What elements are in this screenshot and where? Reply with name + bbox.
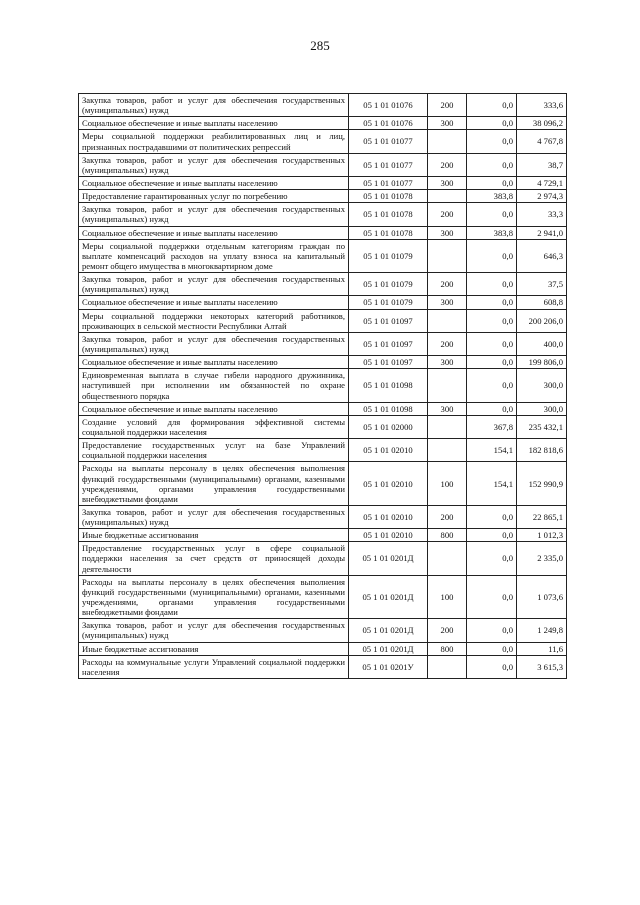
table-row [79, 94, 567, 117]
row-name-cell: Закупка товаров, работ и услуг для обеспечения государственных (муниципальных) нужд [79, 94, 349, 117]
row-vr-cell [428, 655, 467, 678]
row-vr-cell: 200 [428, 153, 467, 176]
row-amount-a-cell: 0,0 [467, 505, 517, 528]
row-amount-b-cell: 38,7 [517, 153, 567, 176]
row-code-cell: 05 1 01 02000 [349, 415, 428, 438]
row-vr-cell: 800 [428, 642, 467, 655]
row-amount-a-cell: 154,1 [467, 439, 517, 462]
row-name-cell: Расходы на коммунальные услуги Управлений социальной поддержки населения [79, 655, 349, 678]
row-amount-b-cell: 37,5 [517, 273, 567, 296]
row-name-cell: Закупка товаров, работ и услуг для обеспечения государственных (муниципальных) нужд [79, 332, 349, 355]
budget-table [78, 93, 567, 679]
table-row [79, 529, 567, 542]
row-amount-a-cell: 0,0 [467, 130, 517, 153]
row-name-cell: Расходы на выплаты персоналу в целях обеспечения выполнения функций государственными (муниципальными) органами, казенными учреждениями, органами управления государственными внебюджетными фондами [79, 575, 349, 619]
row-vr-cell: 100 [428, 575, 467, 619]
table-row [79, 462, 567, 506]
row-vr-cell: 300 [428, 356, 467, 369]
row-name-cell: Закупка товаров, работ и услуг для обеспечения государственных (муниципальных) нужд [79, 153, 349, 176]
row-amount-a-cell: 0,0 [467, 356, 517, 369]
row-code-cell: 05 1 01 01076 [349, 94, 428, 117]
row-vr-cell [428, 130, 467, 153]
row-code-cell: 05 1 01 01078 [349, 190, 428, 203]
table-row [79, 332, 567, 355]
page-number: 285 [310, 38, 330, 53]
row-code-cell: 05 1 01 01077 [349, 176, 428, 189]
row-name-cell: Социальное обеспечение и иные выплаты населению [79, 117, 349, 130]
row-amount-b-cell: 2 974,3 [517, 190, 567, 203]
row-code-cell: 05 1 01 01097 [349, 332, 428, 355]
row-name-cell: Предоставление государственных услуг в сфере социальной поддержки населения за счет средств от приносящей доходы деятельности [79, 542, 349, 575]
row-vr-cell: 200 [428, 273, 467, 296]
row-amount-a-cell: 0,0 [467, 575, 517, 619]
row-vr-cell: 800 [428, 529, 467, 542]
table-row [79, 439, 567, 462]
row-amount-a-cell: 367,8 [467, 415, 517, 438]
row-amount-a-cell: 0,0 [467, 529, 517, 542]
row-name-cell: Социальное обеспечение и иные выплаты населению [79, 296, 349, 309]
row-code-cell: 05 1 01 01079 [349, 239, 428, 272]
row-amount-b-cell: 2 941,0 [517, 226, 567, 239]
table-row [79, 130, 567, 153]
row-code-cell: 05 1 01 01078 [349, 226, 428, 239]
row-vr-cell: 300 [428, 226, 467, 239]
row-amount-b-cell: 1 073,6 [517, 575, 567, 619]
row-name-cell: Иные бюджетные ассигнования [79, 529, 349, 542]
row-vr-cell: 200 [428, 505, 467, 528]
row-name-cell: Меры социальной поддержки реабилитированных лиц и лиц, признанных пострадавшими от политических репрессий [79, 130, 349, 153]
row-amount-a-cell: 0,0 [467, 369, 517, 402]
row-amount-b-cell: 333,6 [517, 94, 567, 117]
row-vr-cell: 200 [428, 203, 467, 226]
row-name-cell: Закупка товаров, работ и услуг для обеспечения государственных (муниципальных) нужд [79, 273, 349, 296]
row-amount-a-cell: 0,0 [467, 203, 517, 226]
row-amount-a-cell: 0,0 [467, 153, 517, 176]
row-amount-a-cell: 154,1 [467, 462, 517, 506]
row-amount-b-cell: 646,3 [517, 239, 567, 272]
row-amount-b-cell: 1 249,8 [517, 619, 567, 642]
table-row [79, 176, 567, 189]
row-code-cell: 05 1 01 01077 [349, 153, 428, 176]
table-row [79, 239, 567, 272]
row-amount-a-cell: 0,0 [467, 273, 517, 296]
row-vr-cell: 300 [428, 176, 467, 189]
table-row [79, 369, 567, 402]
row-name-cell: Предоставление гарантированных услуг по погребению [79, 190, 349, 203]
row-code-cell: 05 1 01 0201Д [349, 575, 428, 619]
row-amount-b-cell: 200 206,0 [517, 309, 567, 332]
row-code-cell: 05 1 01 01079 [349, 273, 428, 296]
row-name-cell: Социальное обеспечение и иные выплаты населению [79, 356, 349, 369]
row-code-cell: 05 1 01 0201Д [349, 542, 428, 575]
row-code-cell: 05 1 01 01078 [349, 203, 428, 226]
row-amount-b-cell: 3 615,3 [517, 655, 567, 678]
row-amount-b-cell: 235 432,1 [517, 415, 567, 438]
row-name-cell: Закупка товаров, работ и услуг для обеспечения государственных (муниципальных) нужд [79, 203, 349, 226]
row-amount-b-cell: 199 806,0 [517, 356, 567, 369]
row-amount-a-cell: 0,0 [467, 94, 517, 117]
row-code-cell: 05 1 01 02010 [349, 529, 428, 542]
table-row [79, 619, 567, 642]
budget-table-body [79, 94, 567, 679]
row-code-cell: 05 1 01 01076 [349, 117, 428, 130]
row-amount-b-cell: 11,6 [517, 642, 567, 655]
table-row [79, 203, 567, 226]
row-amount-b-cell: 300,0 [517, 369, 567, 402]
table-row [79, 542, 567, 575]
table-row [79, 190, 567, 203]
row-amount-b-cell: 4 729,1 [517, 176, 567, 189]
row-amount-b-cell: 182 818,6 [517, 439, 567, 462]
row-amount-a-cell: 0,0 [467, 296, 517, 309]
row-vr-cell [428, 542, 467, 575]
row-code-cell: 05 1 01 01098 [349, 369, 428, 402]
table-row [79, 402, 567, 415]
row-code-cell: 05 1 01 01077 [349, 130, 428, 153]
table-row [79, 415, 567, 438]
table-row [79, 296, 567, 309]
row-name-cell: Единовременная выплата в случае гибели народного дружинника, наступившей при исполнении им обязанностей по охране общественного порядка [79, 369, 349, 402]
row-vr-cell: 100 [428, 462, 467, 506]
row-name-cell: Социальное обеспечение и иные выплаты населению [79, 226, 349, 239]
row-amount-a-cell: 0,0 [467, 619, 517, 642]
row-amount-a-cell: 0,0 [467, 117, 517, 130]
row-code-cell: 05 1 01 02010 [349, 439, 428, 462]
row-vr-cell: 300 [428, 117, 467, 130]
row-vr-cell [428, 190, 467, 203]
row-amount-b-cell: 38 096,2 [517, 117, 567, 130]
row-amount-b-cell: 400,0 [517, 332, 567, 355]
row-amount-a-cell: 383,8 [467, 226, 517, 239]
row-amount-b-cell: 608,8 [517, 296, 567, 309]
row-vr-cell: 300 [428, 402, 467, 415]
row-vr-cell [428, 415, 467, 438]
row-amount-b-cell: 1 012,3 [517, 529, 567, 542]
row-amount-b-cell: 33,3 [517, 203, 567, 226]
row-name-cell: Иные бюджетные ассигнования [79, 642, 349, 655]
row-name-cell: Социальное обеспечение и иные выплаты населению [79, 176, 349, 189]
row-amount-a-cell: 0,0 [467, 176, 517, 189]
row-name-cell: Предоставление государственных услуг на базе Управлений социальной поддержки населения [79, 439, 349, 462]
table-row [79, 117, 567, 130]
row-code-cell: 05 1 01 0201Д [349, 619, 428, 642]
row-name-cell: Меры социальной поддержки отдельным категориям граждан по выплате компенсаций расходов на уплату взноса на капитальный ремонт общего имущества в многоквартирном доме [79, 239, 349, 272]
row-amount-a-cell: 0,0 [467, 542, 517, 575]
row-amount-b-cell: 152 990,9 [517, 462, 567, 506]
row-amount-a-cell: 0,0 [467, 332, 517, 355]
row-name-cell: Закупка товаров, работ и услуг для обеспечения государственных (муниципальных) нужд [79, 505, 349, 528]
row-amount-a-cell: 0,0 [467, 642, 517, 655]
row-amount-b-cell: 300,0 [517, 402, 567, 415]
row-name-cell: Закупка товаров, работ и услуг для обеспечения государственных (муниципальных) нужд [79, 619, 349, 642]
row-vr-cell [428, 309, 467, 332]
row-code-cell: 05 1 01 01098 [349, 402, 428, 415]
row-vr-cell [428, 239, 467, 272]
table-row [79, 642, 567, 655]
row-vr-cell [428, 439, 467, 462]
row-code-cell: 05 1 01 01079 [349, 296, 428, 309]
table-row [79, 356, 567, 369]
row-name-cell: Меры социальной поддержки некоторых категорий работников, проживающих в сельской местности Республики Алтай [79, 309, 349, 332]
row-amount-b-cell: 22 865,1 [517, 505, 567, 528]
row-amount-a-cell: 383,8 [467, 190, 517, 203]
table-row [79, 226, 567, 239]
row-code-cell: 05 1 01 02010 [349, 505, 428, 528]
row-code-cell: 05 1 01 01097 [349, 309, 428, 332]
row-code-cell: 05 1 01 0201Д [349, 642, 428, 655]
table-row [79, 505, 567, 528]
row-amount-a-cell: 0,0 [467, 402, 517, 415]
row-amount-b-cell: 4 767,8 [517, 130, 567, 153]
row-amount-a-cell: 0,0 [467, 309, 517, 332]
table-row [79, 273, 567, 296]
row-name-cell: Социальное обеспечение и иные выплаты населению [79, 402, 349, 415]
row-code-cell: 05 1 01 02010 [349, 462, 428, 506]
row-vr-cell: 200 [428, 332, 467, 355]
row-amount-a-cell: 0,0 [467, 655, 517, 678]
row-name-cell: Расходы на выплаты персоналу в целях обеспечения выполнения функций государственными (муниципальными) органами, казенными учреждениями, органами управления государственными внебюджетными фондами [79, 462, 349, 506]
row-vr-cell [428, 369, 467, 402]
row-code-cell: 05 1 01 01097 [349, 356, 428, 369]
table-row [79, 309, 567, 332]
row-amount-a-cell: 0,0 [467, 239, 517, 272]
row-vr-cell: 200 [428, 94, 467, 117]
table-row [79, 575, 567, 619]
row-code-cell: 05 1 01 0201У [349, 655, 428, 678]
row-name-cell: Создание условий для формирования эффективной системы социальной поддержки населения [79, 415, 349, 438]
table-row [79, 153, 567, 176]
row-vr-cell: 300 [428, 296, 467, 309]
table-row [79, 655, 567, 678]
row-vr-cell: 200 [428, 619, 467, 642]
row-amount-b-cell: 2 335,0 [517, 542, 567, 575]
